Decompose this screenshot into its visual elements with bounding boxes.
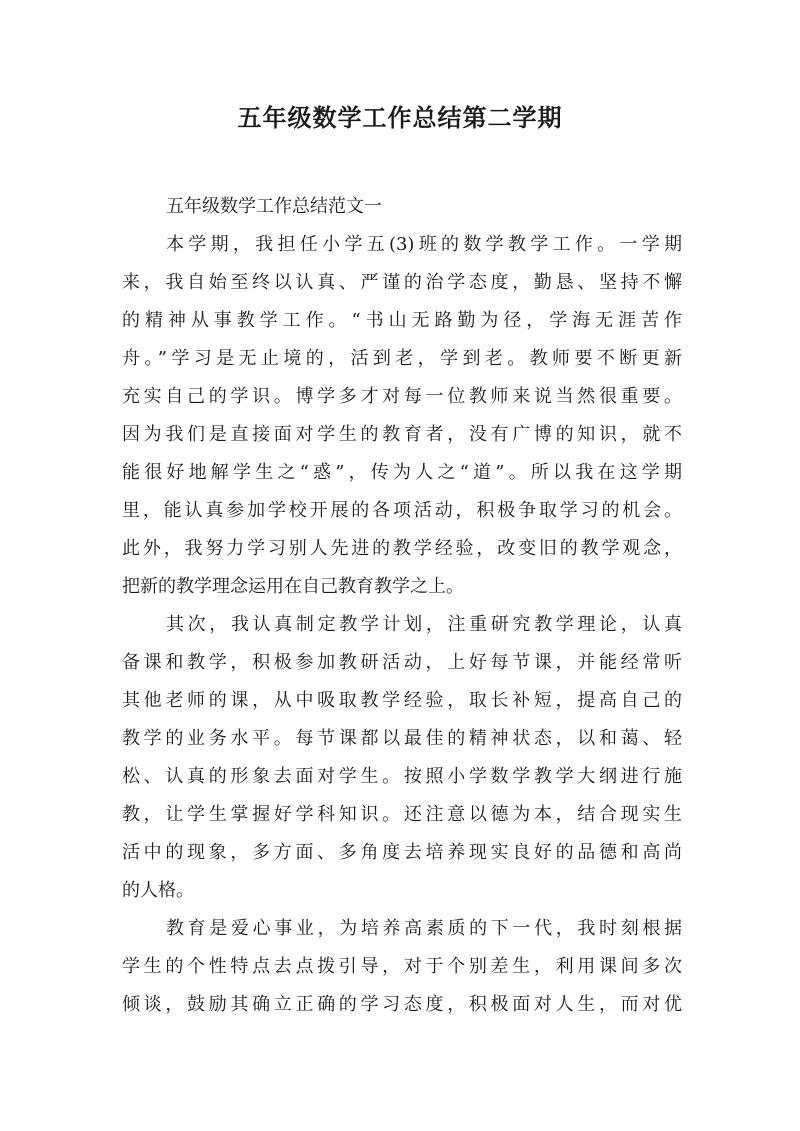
paragraph-2 <box>122 606 682 910</box>
paragraph-line: 此外，我努力学习别人先进的教学经验，改变旧的教学观念， <box>122 538 682 559</box>
paragraph-line: 的人格。 <box>122 880 194 901</box>
paragraph-line: 本学期，我担任小学五(3)班的数学教学工作。一学期 <box>166 234 682 255</box>
paragraph-line: 舟。”学习是无止境的，活到老，学到老。教师要不断更新 <box>122 348 682 369</box>
document-title: 五年级数学工作总结第二学期 <box>237 104 563 132</box>
paragraph-line: 备课和教学，积极参加教研活动，上好每节课，并能经常听 <box>122 652 682 673</box>
section-subheading: 五年级数学工作总结范文一 <box>166 196 382 217</box>
paragraph-3 <box>122 910 682 1024</box>
paragraph-line: 教学的业务水平。每节课都以最佳的精神状态，以和蔼、轻 <box>122 728 682 749</box>
paragraph-line: 其次，我认真制定教学计划，注重研究教学理论，认真 <box>166 614 682 635</box>
paragraph-line: 活中的现象，多方面、多角度去培养现实良好的品德和高尚 <box>122 842 682 863</box>
paragraph-line: 能很好地解学生之“惑”，传为人之“道”。所以我在这学期 <box>122 462 682 483</box>
paragraph-line: 里，能认真参加学校开展的各项活动，积极争取学习的机会。 <box>122 500 682 521</box>
paragraph-line: 教育是爱心事业，为培养高素质的下一代，我时刻根据 <box>166 918 682 939</box>
document-body <box>122 188 682 1024</box>
paragraph-line: 倾谈，鼓励其确立正确的学习态度，积极面对人生，而对优 <box>122 994 682 1015</box>
paragraph-line: 松、认真的形象去面对学生。按照小学数学教学大纲进行施 <box>122 766 682 787</box>
paragraph-line: 学生的个性特点去点拨引导，对于个别差生，利用课间多次 <box>122 956 682 977</box>
paragraph-line: 把新的教学理念运用在自己教育教学之上。 <box>122 576 464 597</box>
paragraph-line: 充实自己的学识。博学多才对每一位教师来说当然很重要。 <box>122 386 682 407</box>
paragraph-line: 教，让学生掌握好学科知识。还注意以德为本，结合现实生 <box>122 804 682 825</box>
paragraph-line: 的精神从事教学工作。“书山无路勤为径，学海无涯苦作 <box>122 310 682 331</box>
paragraph-line: 来，我自始至终以认真、严谨的治学态度，勤恳、坚持不懈 <box>122 272 682 293</box>
paragraph-line: 其他老师的课，从中吸取教学经验，取长补短，提高自己的 <box>122 690 682 711</box>
paragraph-1 <box>122 226 682 606</box>
paragraph-line: 因为我们是直接面对学生的教育者，没有广博的知识，就不 <box>122 424 682 445</box>
